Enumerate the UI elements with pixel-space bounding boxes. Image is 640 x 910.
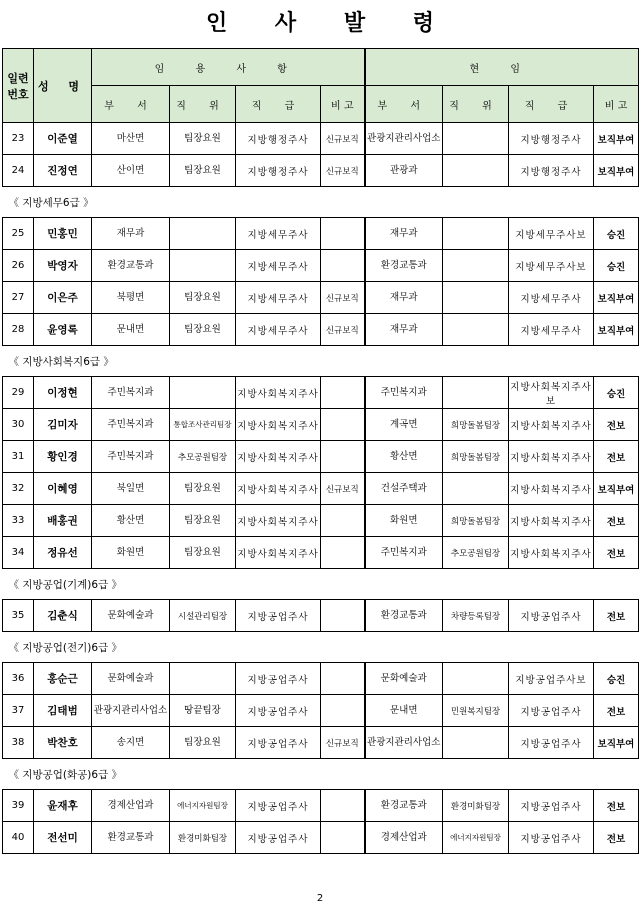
appoint-position-cell: 추모공원팀장 [170,441,236,473]
current-note-cell: 보직부여 [594,155,639,187]
table-row [3,600,639,632]
current-note-cell: 전보 [594,441,639,473]
appoint-rank-cell: 지방세무주사 [236,314,321,346]
current-dept-cell: 황산면 [365,441,443,473]
section-header-row [3,346,639,377]
appoint-rank-cell: 지방세무주사 [236,250,321,282]
current-position-cell: 추모공원팀장 [443,537,509,569]
current-position-cell: 희망돌봄팀장 [443,505,509,537]
current-position-cell [443,155,509,187]
table-row [3,537,639,569]
serial-number-cell: 35 [3,600,34,632]
serial-number-cell: 29 [3,377,34,409]
name-cell: 황인경 [34,441,92,473]
appoint-note-cell [321,441,365,473]
appoint-position-cell: 팀장요원 [170,537,236,569]
current-position-cell: 희망돌봄팀장 [443,441,509,473]
current-rank-cell: 지방세무주사보 [509,218,594,250]
current-rank-cell: 지방공업주사 [509,727,594,759]
header-current: 현 임 [365,49,639,86]
serial-number-cell: 26 [3,250,34,282]
current-dept-cell: 재무과 [365,282,443,314]
current-note-cell: 전보 [594,505,639,537]
name-cell: 전선미 [34,822,92,854]
appoint-note-cell [321,600,365,632]
appoint-dept-cell: 문내면 [92,314,170,346]
appoint-position-cell [170,663,236,695]
table-row [3,473,639,505]
current-note-cell: 보직부여 [594,314,639,346]
appoint-rank-cell: 지방공업주사 [236,790,321,822]
current-dept-cell: 재무과 [365,314,443,346]
appoint-dept-cell: 재무과 [92,218,170,250]
current-dept-cell: 관광지관리사업소 [365,727,443,759]
appoint-rank-cell: 지방공업주사 [236,695,321,727]
name-cell: 윤재후 [34,790,92,822]
appoint-dept-cell: 마산면 [92,123,170,155]
section-header-row [3,759,639,790]
name-cell: 박찬호 [34,727,92,759]
current-dept-cell: 경제산업과 [365,822,443,854]
table-row [3,218,639,250]
current-rank-cell: 지방공업주사 [509,600,594,632]
appoint-rank-cell: 지방공업주사 [236,822,321,854]
serial-number-cell: 39 [3,790,34,822]
name-cell: 박영자 [34,250,92,282]
serial-number-cell: 33 [3,505,34,537]
current-dept-cell: 화원면 [365,505,443,537]
current-note-cell: 승진 [594,250,639,282]
table-row [3,663,639,695]
current-note-cell: 전보 [594,790,639,822]
appoint-position-cell: 환경미화팀장 [170,822,236,854]
appoint-rank-cell: 지방사회복지주사 [236,537,321,569]
name-cell: 민홍민 [34,218,92,250]
appoint-rank-cell: 지방사회복지주사 [236,441,321,473]
current-position-cell: 희망돌봄팀장 [443,409,509,441]
appoint-dept-cell: 문화예술과 [92,600,170,632]
current-dept-cell: 주민복지과 [365,537,443,569]
serial-number-cell: 27 [3,282,34,314]
current-rank-cell: 지방사회복지주사 [509,505,594,537]
appoint-rank-cell: 지방세무주사 [236,218,321,250]
name-cell: 김미자 [34,409,92,441]
appoint-note-cell [321,377,365,409]
appoint-note-cell [321,790,365,822]
appoint-note-cell: 신규보직 [321,123,365,155]
header-current-position: 직 위 [443,86,509,123]
current-note-cell: 전보 [594,537,639,569]
table-row [3,155,639,187]
header-appoint-position: 직 위 [170,86,236,123]
current-dept-cell: 건설주택과 [365,473,443,505]
current-position-cell [443,727,509,759]
section-label: 《 지방공업(화공)6급 》 [3,759,639,790]
name-cell: 진정연 [34,155,92,187]
table-row [3,282,639,314]
serial-number-cell: 31 [3,441,34,473]
section-label: 《 지방사회복지6급 》 [3,346,639,377]
name-cell: 윤영록 [34,314,92,346]
current-position-cell [443,377,509,409]
current-rank-cell: 지방사회복지주사 [509,409,594,441]
serial-number-cell: 30 [3,409,34,441]
appoint-dept-cell: 환경교통과 [92,250,170,282]
appoint-dept-cell: 산이면 [92,155,170,187]
appoint-rank-cell: 지방사회복지주사 [236,505,321,537]
current-dept-cell: 관광과 [365,155,443,187]
header-appoint-rank: 직 급 [236,86,321,123]
header-name: 성 명 [34,49,92,123]
name-cell: 김춘식 [34,600,92,632]
appoint-note-cell: 신규보직 [321,473,365,505]
appointment-table [2,48,639,854]
appoint-note-cell [321,663,365,695]
current-dept-cell: 계곡면 [365,409,443,441]
appoint-position-cell: 팀장요원 [170,155,236,187]
current-rank-cell: 지방사회복지주사 [509,537,594,569]
page-title: 인 사 발 령 [206,11,454,36]
appoint-dept-cell: 주민복지과 [92,377,170,409]
current-rank-cell: 지방공업주사 [509,790,594,822]
section-header-row [3,569,639,600]
appoint-note-cell: 신규보직 [321,314,365,346]
current-rank-cell: 지방사회복지주사 [509,441,594,473]
current-rank-cell: 지방공업주사 [509,822,594,854]
appoint-dept-cell: 송지면 [92,727,170,759]
appoint-rank-cell: 지방공업주사 [236,600,321,632]
current-note-cell: 전보 [594,409,639,441]
current-rank-cell: 지방세무주사보 [509,250,594,282]
current-note-cell: 전보 [594,600,639,632]
appoint-note-cell [321,250,365,282]
appoint-position-cell: 팀장요원 [170,473,236,505]
appoint-rank-cell: 지방공업주사 [236,663,321,695]
current-dept-cell: 문화예술과 [365,663,443,695]
appoint-note-cell [321,218,365,250]
appoint-dept-cell: 주민복지과 [92,441,170,473]
name-cell: 이준열 [34,123,92,155]
appoint-rank-cell: 지방행정주사 [236,155,321,187]
section-header-row [3,187,639,218]
appoint-position-cell [170,377,236,409]
current-note-cell: 보직부여 [594,473,639,505]
header-current-rank: 직 급 [509,86,594,123]
current-note-cell: 승진 [594,663,639,695]
table-row [3,250,639,282]
header-appointment: 임 용 사 항 [92,49,365,86]
appoint-position-cell: 팀장요원 [170,282,236,314]
appoint-dept-cell: 북평면 [92,282,170,314]
serial-number-cell: 36 [3,663,34,695]
serial-number-cell: 24 [3,155,34,187]
page-number: 2 [316,893,324,904]
section-label: 《 지방공업(기계)6급 》 [3,569,639,600]
name-cell: 이정현 [34,377,92,409]
header-current-dept: 부 서 [365,86,443,123]
appoint-note-cell [321,695,365,727]
appoint-note-cell: 신규보직 [321,282,365,314]
current-note-cell: 전보 [594,695,639,727]
current-position-cell [443,314,509,346]
current-position-cell [443,473,509,505]
appoint-dept-cell: 북일면 [92,473,170,505]
appoint-note-cell: 신규보직 [321,155,365,187]
serial-number-cell: 40 [3,822,34,854]
name-cell: 이은주 [34,282,92,314]
table-row [3,377,639,409]
appoint-position-cell: 팀장요원 [170,727,236,759]
appoint-position-cell: 땅끝팀장 [170,695,236,727]
serial-number-cell: 25 [3,218,34,250]
appoint-position-cell: 팀장요원 [170,123,236,155]
current-position-cell [443,250,509,282]
name-cell: 배홍권 [34,505,92,537]
appoint-rank-cell: 지방세무주사 [236,282,321,314]
table-row [3,695,639,727]
appoint-position-cell: 팀장요원 [170,505,236,537]
current-position-cell [443,663,509,695]
appoint-dept-cell: 황산면 [92,505,170,537]
header-serial-number: 일련번호 [3,49,34,123]
current-note-cell: 승진 [594,377,639,409]
appoint-rank-cell: 지방사회복지주사 [236,409,321,441]
current-rank-cell: 지방사회복지주사 [509,473,594,505]
current-position-cell [443,218,509,250]
current-position-cell [443,282,509,314]
section-label: 《 지방공업(전기)6급 》 [3,632,639,663]
serial-number-cell: 34 [3,537,34,569]
current-position-cell: 차량등록팀장 [443,600,509,632]
current-rank-cell: 지방세무주사 [509,314,594,346]
table-row [3,441,639,473]
table-row [3,505,639,537]
table-row [3,123,639,155]
appoint-note-cell: 신규보직 [321,727,365,759]
current-position-cell: 환경미화팀장 [443,790,509,822]
current-dept-cell: 재무과 [365,218,443,250]
current-dept-cell: 환경교통과 [365,600,443,632]
current-dept-cell: 환경교통과 [365,790,443,822]
current-rank-cell: 지방행정주사 [509,123,594,155]
name-cell: 홍순근 [34,663,92,695]
current-rank-cell: 지방공업주사 [509,695,594,727]
table-row [3,790,639,822]
current-rank-cell: 지방공업주사보 [509,663,594,695]
table-row [3,409,639,441]
current-note-cell: 보직부여 [594,123,639,155]
appoint-note-cell [321,505,365,537]
serial-number-cell: 23 [3,123,34,155]
current-note-cell: 보직부여 [594,282,639,314]
section-label: 《 지방세무6급 》 [3,187,639,218]
appoint-dept-cell: 경제산업과 [92,790,170,822]
table-row [3,727,639,759]
current-dept-cell: 주민복지과 [365,377,443,409]
table-row [3,822,639,854]
appoint-rank-cell: 지방행정주사 [236,123,321,155]
appoint-position-cell [170,250,236,282]
name-cell: 김태범 [34,695,92,727]
current-dept-cell: 문내면 [365,695,443,727]
current-note-cell: 승진 [594,218,639,250]
header-current-note: 비 고 [594,86,639,123]
appoint-dept-cell: 환경교통과 [92,822,170,854]
current-note-cell: 전보 [594,822,639,854]
appoint-dept-cell: 화원면 [92,537,170,569]
appoint-note-cell [321,822,365,854]
current-rank-cell: 지방세무주사 [509,282,594,314]
current-rank-cell: 지방행정주사 [509,155,594,187]
appoint-rank-cell: 지방사회복지주사 [236,377,321,409]
appoint-position-cell [170,218,236,250]
serial-number-cell: 37 [3,695,34,727]
section-header-row [3,632,639,663]
appoint-note-cell [321,537,365,569]
appoint-dept-cell: 문화예술과 [92,663,170,695]
appoint-note-cell [321,409,365,441]
table-row [3,314,639,346]
appoint-dept-cell: 관광지관리사업소 [92,695,170,727]
current-dept-cell: 환경교통과 [365,250,443,282]
current-dept-cell: 관광지관리사업소 [365,123,443,155]
current-position-cell: 에너지자원팀장 [443,822,509,854]
appoint-position-cell: 시설관리팀장 [170,600,236,632]
header-appoint-note: 비 고 [321,86,365,123]
current-position-cell: 민원복지팀장 [443,695,509,727]
appoint-rank-cell: 지방사회복지주사 [236,473,321,505]
appoint-dept-cell: 주민복지과 [92,409,170,441]
name-cell: 이혜영 [34,473,92,505]
serial-number-cell: 32 [3,473,34,505]
header-appoint-dept: 부 서 [92,86,170,123]
appoint-position-cell: 에너지자원팀장 [170,790,236,822]
current-note-cell: 보직부여 [594,727,639,759]
appoint-position-cell: 팀장요원 [170,314,236,346]
serial-number-cell: 38 [3,727,34,759]
serial-number-cell: 28 [3,314,34,346]
name-cell: 정유선 [34,537,92,569]
current-rank-cell: 지방사회복지주사보 [509,377,594,409]
current-position-cell [443,123,509,155]
appoint-rank-cell: 지방공업주사 [236,727,321,759]
appoint-position-cell: 통합조사관리팀장 [170,409,236,441]
